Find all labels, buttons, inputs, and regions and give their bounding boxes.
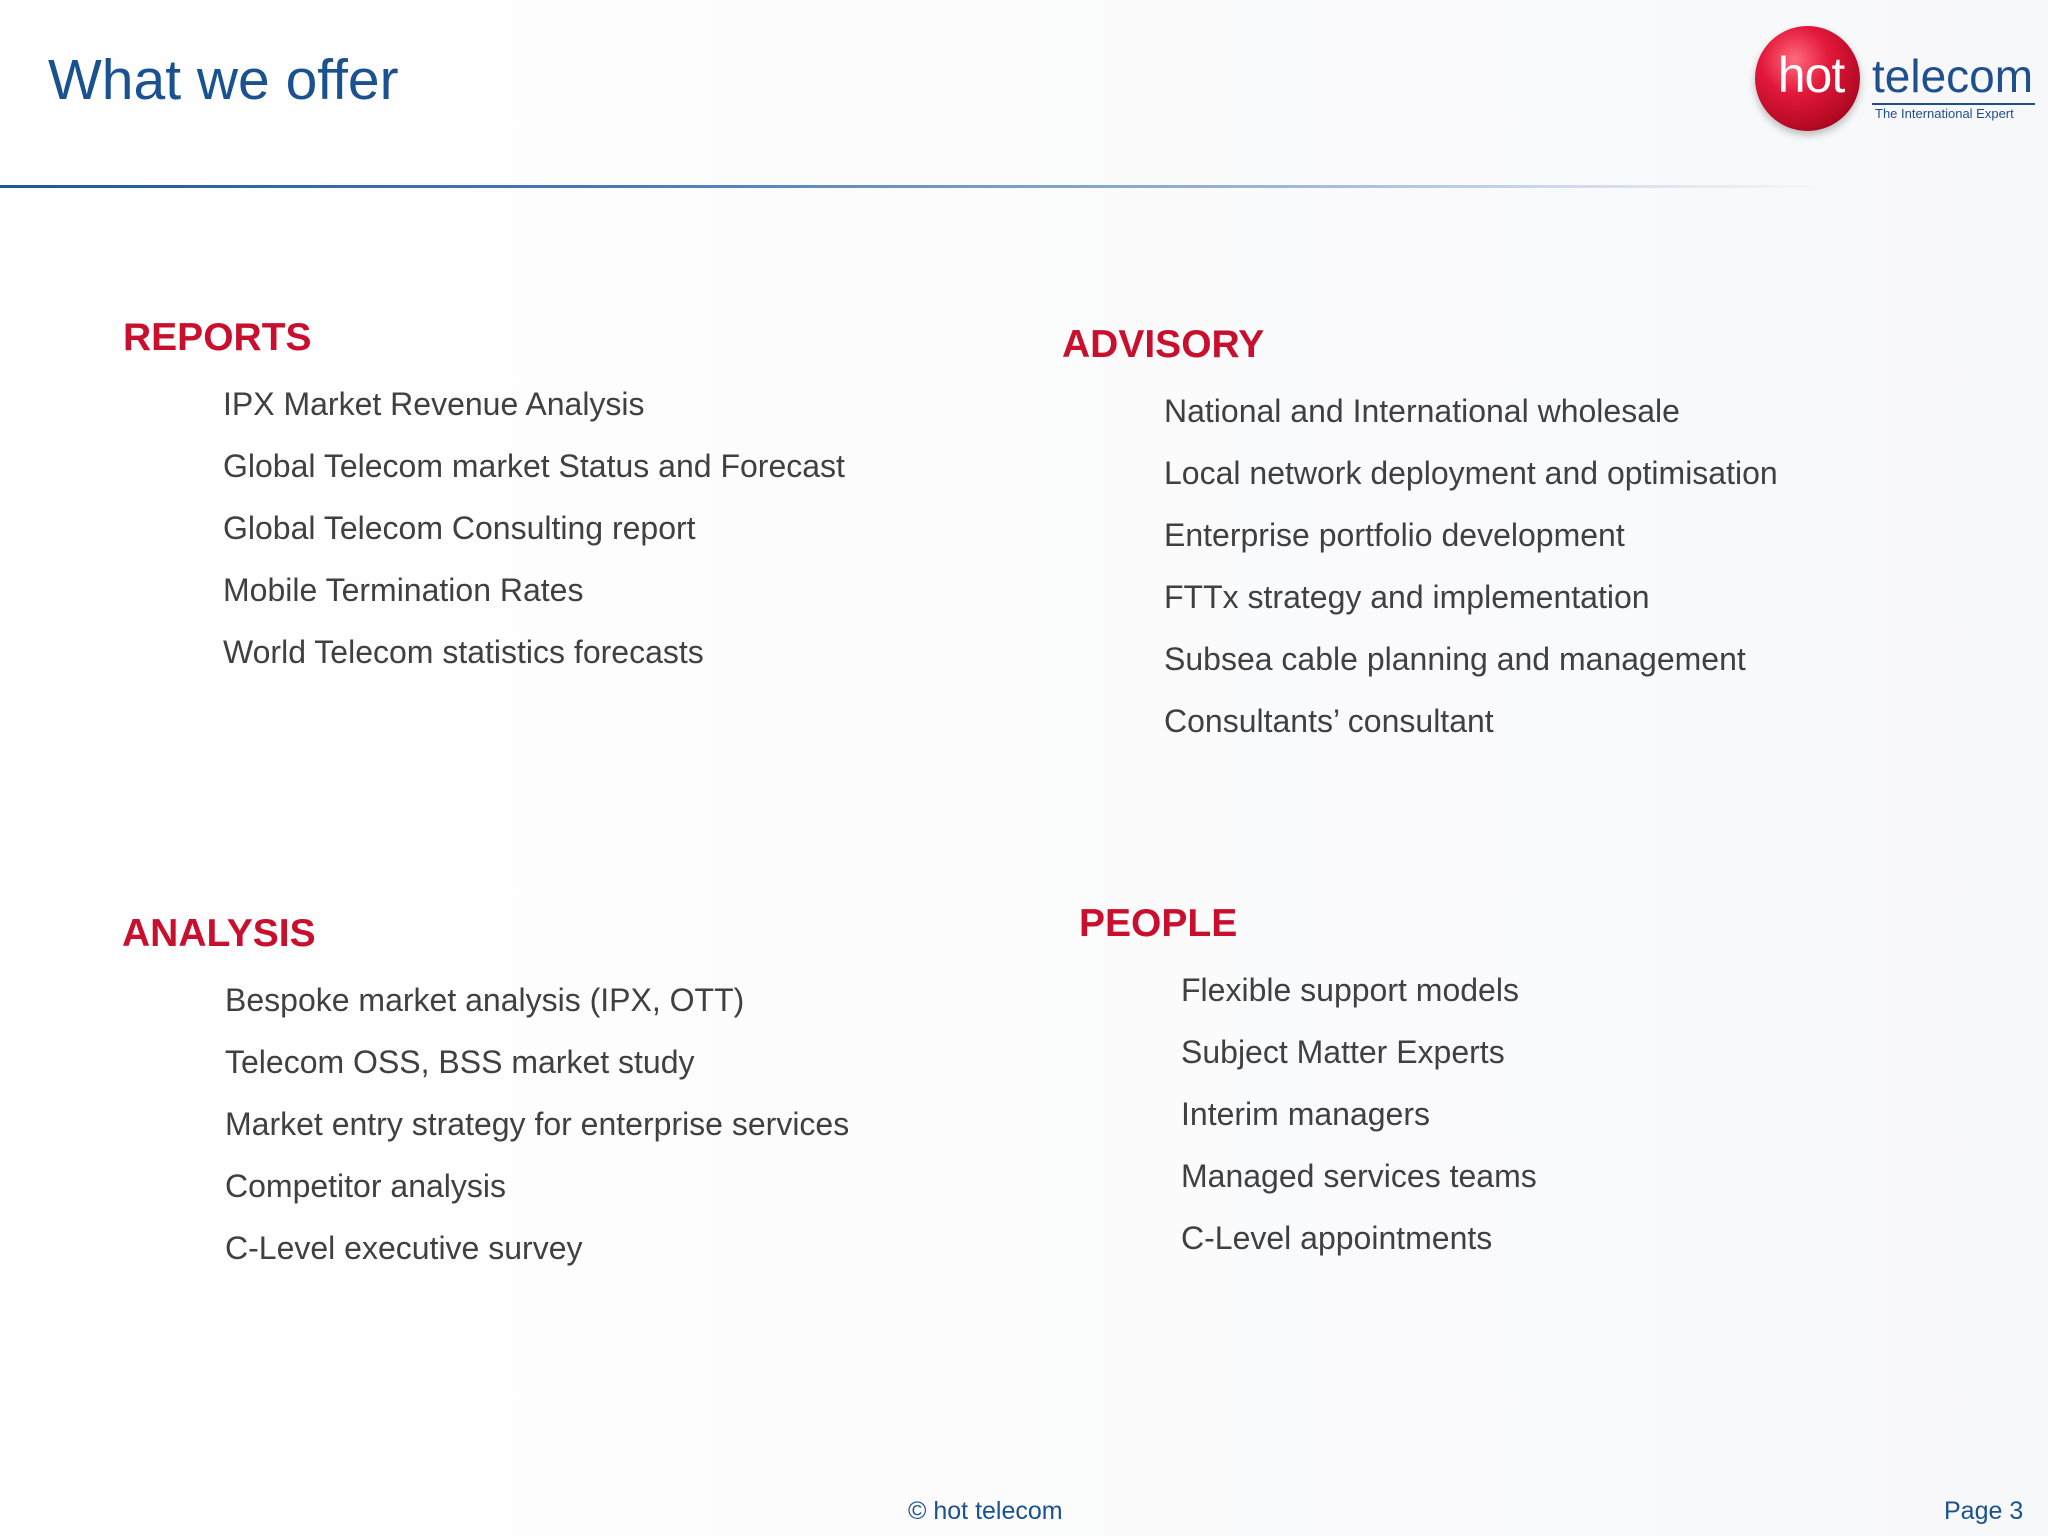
logo-hot-text: hot: [1777, 47, 1845, 103]
list-item: Managed services teams: [1181, 1158, 1537, 1194]
logo-telecom-text: telecom: [1872, 50, 2034, 102]
section-advisory: [1062, 323, 1778, 739]
list-item: Local network deployment and optimisation: [1164, 455, 1778, 491]
list-item: IPX Market Revenue Analysis: [223, 386, 645, 422]
list-item: Subject Matter Experts: [1181, 1034, 1505, 1070]
list-item: Interim managers: [1181, 1096, 1430, 1132]
list-item: C-Level appointments: [1181, 1220, 1493, 1256]
list-item: Enterprise portfolio development: [1164, 517, 1625, 553]
page-number: Page 3: [1944, 1497, 2024, 1525]
section-people: [1079, 902, 1537, 1256]
list-item: Mobile Termination Rates: [223, 572, 584, 608]
logo-underline: [1872, 103, 2035, 105]
list-item: Consultants’ consultant: [1164, 703, 1494, 739]
list-item: Subsea cable planning and management: [1164, 641, 1746, 677]
title-divider: [0, 185, 1830, 188]
section-reports: [123, 316, 845, 670]
list-item: Global Telecom market Status and Forecast: [223, 448, 845, 484]
slide-title: What we offer: [48, 48, 399, 112]
hot-telecom-logo: [1755, 26, 2045, 136]
section-heading-people: PEOPLE: [1079, 902, 1238, 945]
section-heading-reports: REPORTS: [123, 316, 312, 359]
section-analysis: [122, 912, 850, 1266]
section-heading-analysis: ANALYSIS: [122, 912, 316, 955]
list-item: Flexible support models: [1181, 972, 1519, 1008]
list-item: World Telecom statistics forecasts: [223, 634, 704, 670]
list-item: Competitor analysis: [225, 1168, 506, 1204]
section-heading-advisory: ADVISORY: [1062, 323, 1265, 366]
list-item: C-Level executive survey: [225, 1230, 583, 1266]
list-item: Market entry strategy for enterprise services: [225, 1106, 850, 1142]
footer-copyright: © hot telecom: [908, 1497, 1063, 1525]
list-item: National and International wholesale: [1164, 393, 1680, 429]
list-item: FTTx strategy and implementation: [1164, 579, 1650, 615]
list-item: Telecom OSS, BSS market study: [225, 1044, 695, 1080]
logo-tagline: The International Expert: [1875, 106, 2014, 121]
list-item: Global Telecom Consulting report: [223, 510, 696, 546]
list-item: Bespoke market analysis (IPX, OTT): [225, 982, 745, 1018]
